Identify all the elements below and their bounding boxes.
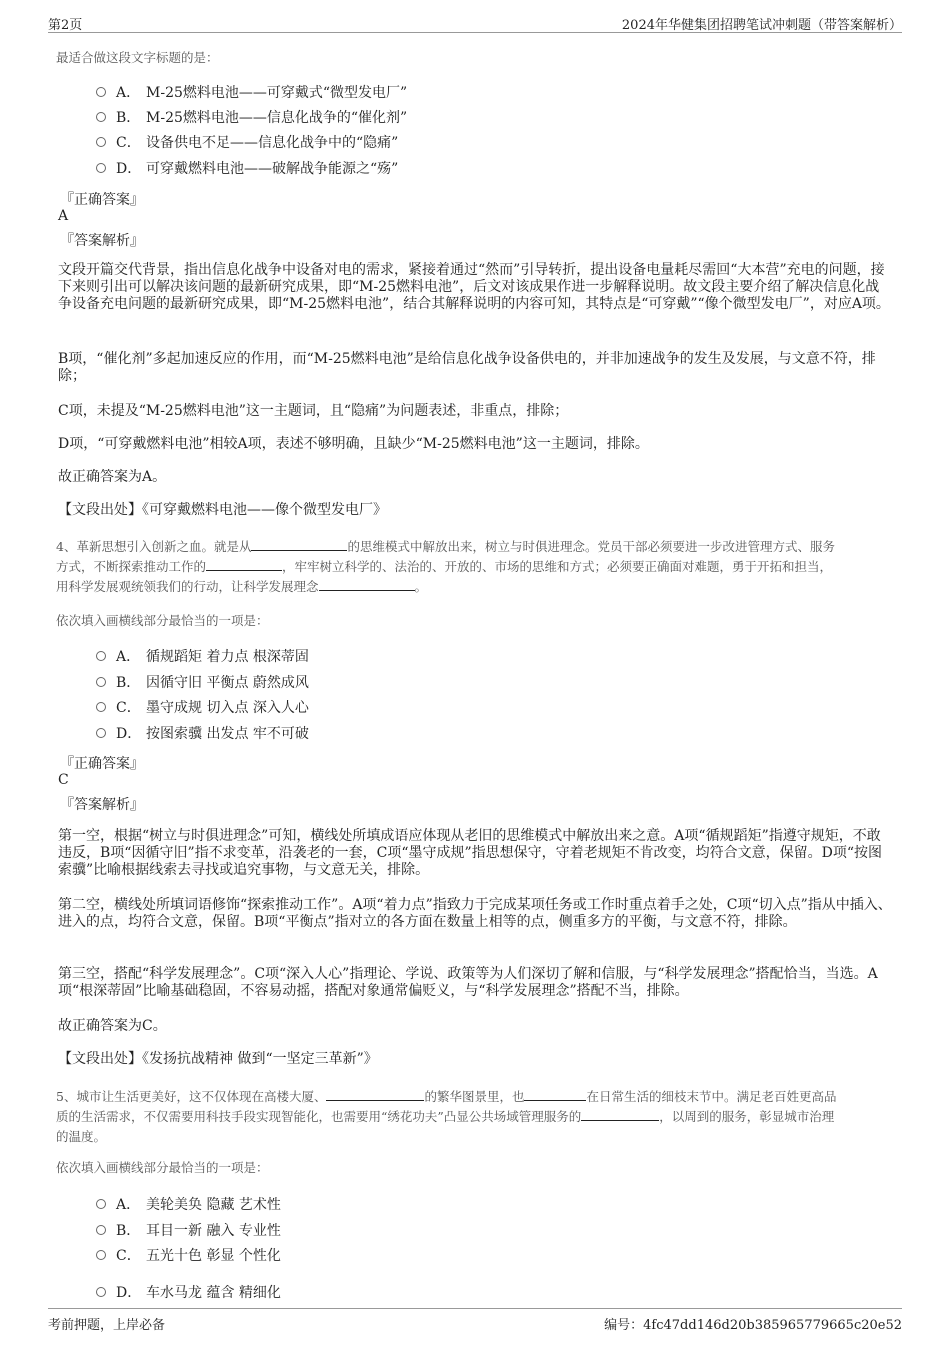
fill-blank [206, 558, 282, 571]
q3-prompt: 最适合做这段文字标题的是： [56, 50, 219, 65]
fill-blank [326, 1088, 424, 1101]
radio-icon[interactable] [96, 677, 106, 687]
source-citation: 【文段出处】《发扬抗战精神 做到“一坚定三革新”》 [58, 1051, 378, 1067]
radio-icon[interactable] [96, 1287, 106, 1297]
source-citation: 【文段出处】《可穿戴燃料电池——像个微型发电厂》 [58, 502, 387, 518]
analysis-label: 『答案解析』 [60, 233, 144, 249]
correct-answer-label: 『正确答案』 [60, 192, 144, 208]
analysis-paragraph: 第一空，根据“树立与时俱进理念”可知，横线处所填成语应体现从老旧的思维模式中解放出来之意。A项“循规蹈矩”指遵守规矩，不敢违反，B项“因循守旧”指不求变革，沿袭老的一套，C项“墨守成规”指思想保守，守着老规矩不肯改变，均符合文意，保留。D项“按图索骥”比喻根据线索去寻找或追究事物，与文意无关，排除。 [58, 828, 883, 878]
q3-option-b[interactable]: B． M-25燃料电池——信息化战争的“催化剂” [96, 108, 407, 128]
q4-option-c[interactable]: C． 墨守成规 切入点 深入人心 [96, 698, 309, 718]
radio-icon[interactable] [96, 1199, 106, 1209]
fill-blank [251, 538, 347, 551]
analysis-paragraph: 故正确答案为C。 [58, 1018, 167, 1034]
footer-slogan: 考前押题，上岸必备 [48, 1318, 166, 1333]
correct-answer-label: 『正确答案』 [60, 756, 144, 772]
q5-option-b[interactable]: B． 耳目一新 融入 专业性 [96, 1221, 281, 1241]
radio-icon[interactable] [96, 702, 106, 712]
q5-option-c[interactable]: C． 五光十色 彰显 个性化 [96, 1246, 281, 1266]
analysis-label: 『答案解析』 [60, 797, 144, 813]
radio-icon[interactable] [96, 163, 106, 173]
document-id: 编号：4fc47dd146d20b385965779665c20e52 [604, 1318, 902, 1333]
q3-option-d[interactable]: D． 可穿戴燃料电池——破解战争能源之“殇” [96, 159, 398, 179]
radio-icon[interactable] [96, 112, 106, 122]
analysis-paragraph: 文段开篇交代背景，指出信息化战争中设备对电的需求，紧接着通过“然而”引导转折，提出设备电量耗尽需回“大本营”充电的问题，接下来则引出可以解决该问题的最新研究成果，即“M-25燃料电池”，后文对该成果作进一步解释说明。故文段主要介绍了解决信息化战争设备充电问题的最新研究成果，即“M-25燃料电池”，结合其解释说明的内容可知，其特点是“可穿戴”“像个微型发电厂”，对应A项。 [58, 262, 890, 312]
radio-icon[interactable] [96, 137, 106, 147]
fill-blank [319, 578, 415, 591]
correct-answer: C [58, 772, 69, 788]
radio-icon[interactable] [96, 1225, 106, 1235]
analysis-paragraph: C项，未提及“M-25燃料电池”这一主题词，且“隐痛”为问题表述，非重点，排除； [58, 403, 569, 419]
q3-option-a[interactable]: A． M-25燃料电池——可穿戴式“微型发电厂” [96, 83, 407, 103]
analysis-paragraph: 第三空，搭配“科学发展理念”。C项“深入人心”指理论、学说、政策等为人们深切了解和信服，与“科学发展理念”搭配恰当，当选。A项“根深蒂固”比喻基础稳固，不容易动摇，搭配对象通常偏贬义，与“科学发展理念”搭配不当，排除。 [58, 966, 878, 999]
analysis-paragraph: 第二空，横线处所填词语修饰“探索推动工作”。A项“着力点”指致力于完成某项任务或工作时重点着手之处，C项“切入点”指从中插入、进入的点，均符合文意，保留。B项“平衡点”指对立的各方面在数量上相等的点，侧重多方的平衡，与文意不符，排除。 [58, 897, 892, 930]
page-number: 第2页 [48, 18, 83, 33]
q3-option-c[interactable]: C． 设备供电不足——信息化战争中的“隐痛” [96, 133, 398, 153]
question-5-stem: 5、城市让生活更美好，这不仅体现在高楼大厦、 的繁华图景里，也 在日常生活的细枝末节中。满足老百姓更高品 质的生活需求，不仅需要用科技手段实现智能化，也需要用“绣花功夫”凸显公共场域管理服务的 ，以周到的服务，彰显城市治理 的温度。 [56, 1089, 837, 1144]
radio-icon[interactable] [96, 728, 106, 738]
question-4-stem: 4、革新思想引入创新之血。就是从 的思维模式中解放出来，树立与时俱进理念。党员干部必须要进一步改进管理方式、服务 方式，不断探索推动工作的 ，牢牢树立科学的、法治的、开放的、市场的思维和方式；必须要正确面对难题，勇于开拓和担当， 用科学发展观统领我们的行动，让科学发展理念 。 [56, 539, 835, 594]
analysis-paragraph: 故正确答案为A。 [58, 469, 167, 485]
page-header [48, 14, 902, 33]
analysis-paragraph: D项，“可穿戴燃料电池”相较A项，表述不够明确，且缺少“M-25燃料电池”这一主题词，排除。 [58, 436, 649, 452]
q5-option-a[interactable]: A． 美轮美奂 隐藏 艺术性 [96, 1195, 281, 1215]
fill-blank [581, 1108, 659, 1121]
q4-option-d[interactable]: D． 按图索骥 出发点 牢不可破 [96, 724, 309, 744]
radio-icon[interactable] [96, 1250, 106, 1260]
radio-icon[interactable] [96, 87, 106, 97]
document-title: 2024年华健集团招聘笔试冲刺题（带答案解析） [621, 18, 902, 33]
correct-answer: A [58, 208, 69, 224]
q4-option-b[interactable]: B． 因循守旧 平衡点 蔚然成风 [96, 673, 309, 693]
q5-prompt: 依次填入画横线部分最恰当的一项是： [56, 1160, 269, 1175]
page-footer [48, 1308, 902, 1333]
radio-icon[interactable] [96, 651, 106, 661]
fill-blank [524, 1088, 586, 1101]
q4-prompt: 依次填入画横线部分最恰当的一项是： [56, 613, 269, 628]
q4-option-a[interactable]: A． 循规蹈矩 着力点 根深蒂固 [96, 647, 309, 667]
q5-option-d[interactable]: D． 车水马龙 蕴含 精细化 [96, 1283, 281, 1303]
analysis-paragraph: B项，“催化剂”多起加速反应的作用，而“M-25燃料电池”是给信息化战争设备供电的，并非加速战争的发生及发展，与文意不符，排除； [58, 351, 876, 384]
